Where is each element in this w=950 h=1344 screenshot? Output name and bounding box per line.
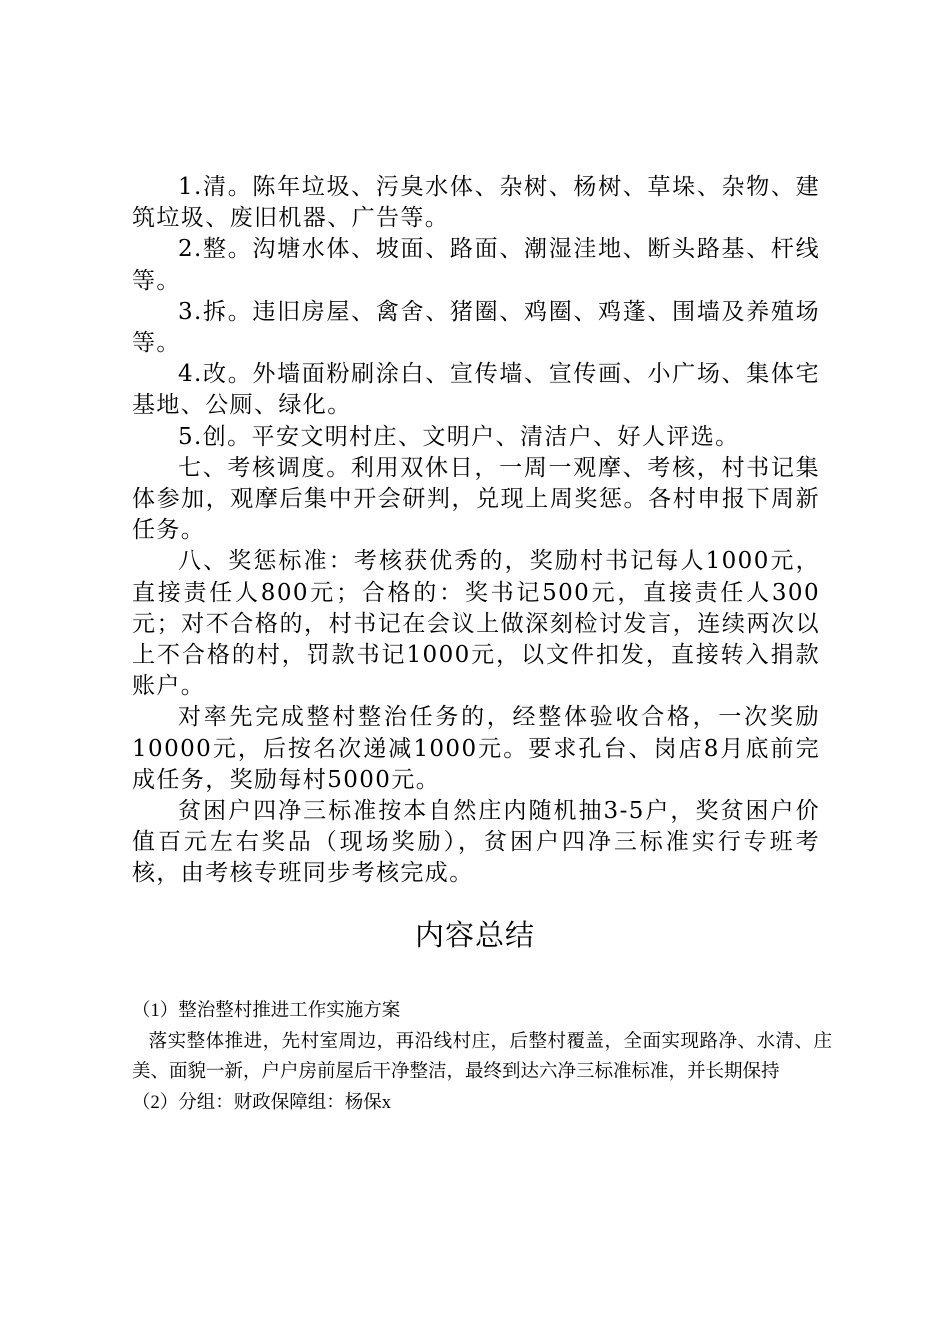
paragraph-rewards-penalties: 八、奖惩标准：考核获优秀的，奖励村书记每人1000元，直接责任人800元；合格的：奖书记500元，直接责任人300元；对不合格的，村书记在会议上做深刻检讨发言，连续两次以上不合格的村，罚款书记1000元，以文件扣发，直接转入捐款账户。	[132, 548, 820, 700]
summary-section	[132, 996, 832, 1118]
summary-item-body: 落实整体推进，先村室周边，再沿线村庄，后整村覆盖，全面实现路净、水清、庄美、面貌一新，户户房前屋后干净整洁，最终到达六净三标准标准，并长期保持	[132, 1031, 832, 1082]
paragraph-assessment: 七、考核调度。利用双休日，一周一观摩、考核，村书记集体参加，观摩后集中开会研判，兑现上周奖惩。各村申报下周新任务。	[132, 454, 820, 544]
paragraph-create: 5.创。平安文明村庄、文明户、清洁户、好人评选。	[178, 423, 740, 450]
paragraph-renovate: 4.改。外墙面粉刷涂白、宣传墙、宣传画、小广场、集体宅基地、公厕、绿化。	[132, 361, 820, 419]
paragraph-clean: 1.清。陈年垃圾、污臭水体、杂树、杨树、草垛、杂物、建筑垃圾、废旧机器、广告等。	[132, 174, 820, 232]
paragraph-demolish: 3.拆。违旧房屋、禽舍、猪圈、鸡圈、鸡蓬、围墙及养殖场等。	[132, 298, 820, 357]
summary-title: 内容总结	[414, 918, 535, 952]
paragraph-tidy: 2.整。沟塘水体、坡面、路面、潮湿洼地、断头路基、杆线等。	[132, 236, 820, 294]
summary-item-heading: （1）整治整村推进工作实施方案	[132, 1001, 401, 1021]
document-body	[132, 172, 820, 890]
paragraph-completion-reward: 对率先完成整村整治任务的，经整体验收合格，一次奖励10000元，后按名次递减1000元。要求孔台、岗店8月底前完成任务，奖励每村5000元。	[132, 704, 820, 793]
summary-item-heading: （2）分组：财政保障组：杨保x	[132, 1092, 392, 1113]
paragraph-poor-households: 贫困户四净三标准按本自然庄内随机抽3-5户，奖贫困户价值百元左右奖品（现场奖励），贫困户四净三标准实行专班考核，由考核专班同步考核完成。	[132, 798, 820, 887]
